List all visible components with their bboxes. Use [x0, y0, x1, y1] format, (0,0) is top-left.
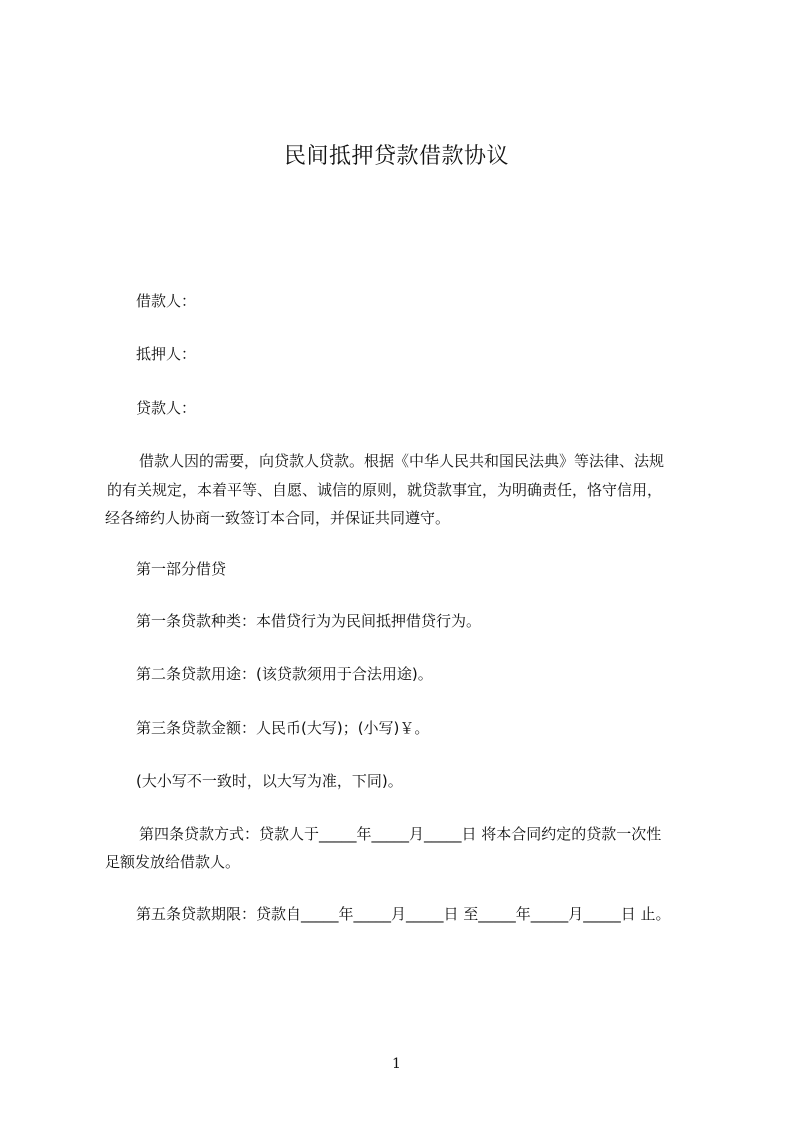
- article-3: 第三条贷款金额：人民币(大写)；(小写)￥。: [136, 719, 430, 737]
- preamble-line-1: 借款人因的需要，向贷款人贷款。根据《中华人民共和国民法典》等法律、法规: [139, 452, 665, 470]
- article-1: 第一条贷款种类：本借贷行为为民间抵押借贷行为。: [136, 612, 482, 630]
- preamble-line-2: 的有关规定，本着平等、自愿、诚信的原则，就贷款事宜，为明确责任，恪守信用，: [107, 481, 663, 499]
- part-one-heading: 第一部分借贷: [136, 560, 227, 578]
- article-5: 第五条贷款期限：贷款自_____年_____月_____日 至_____年_____月_____日 止。: [136, 905, 671, 923]
- document-title: 民间抵押贷款借款协议: [283, 144, 509, 169]
- preamble-line-3: 经各缔约人协商一致签订本合同，并保证共同遵守。: [105, 509, 451, 527]
- article-4-line-1: 第四条贷款方式：贷款人于_____年_____月_____日 将本合同约定的贷款一次性: [139, 825, 662, 843]
- article-4-line-2: 足额发放给借款人。: [105, 853, 241, 871]
- article-3-note: (大小写不一致时，以大写为准，下同)。: [136, 772, 403, 790]
- page-number: 1: [392, 1056, 401, 1072]
- borrower-label: 借款人：: [136, 292, 197, 310]
- lender-label: 贷款人：: [136, 399, 197, 417]
- article-2: 第二条贷款用途：(该贷款须用于合法用途)。: [136, 665, 433, 683]
- mortgagor-label: 抵押人：: [136, 345, 197, 363]
